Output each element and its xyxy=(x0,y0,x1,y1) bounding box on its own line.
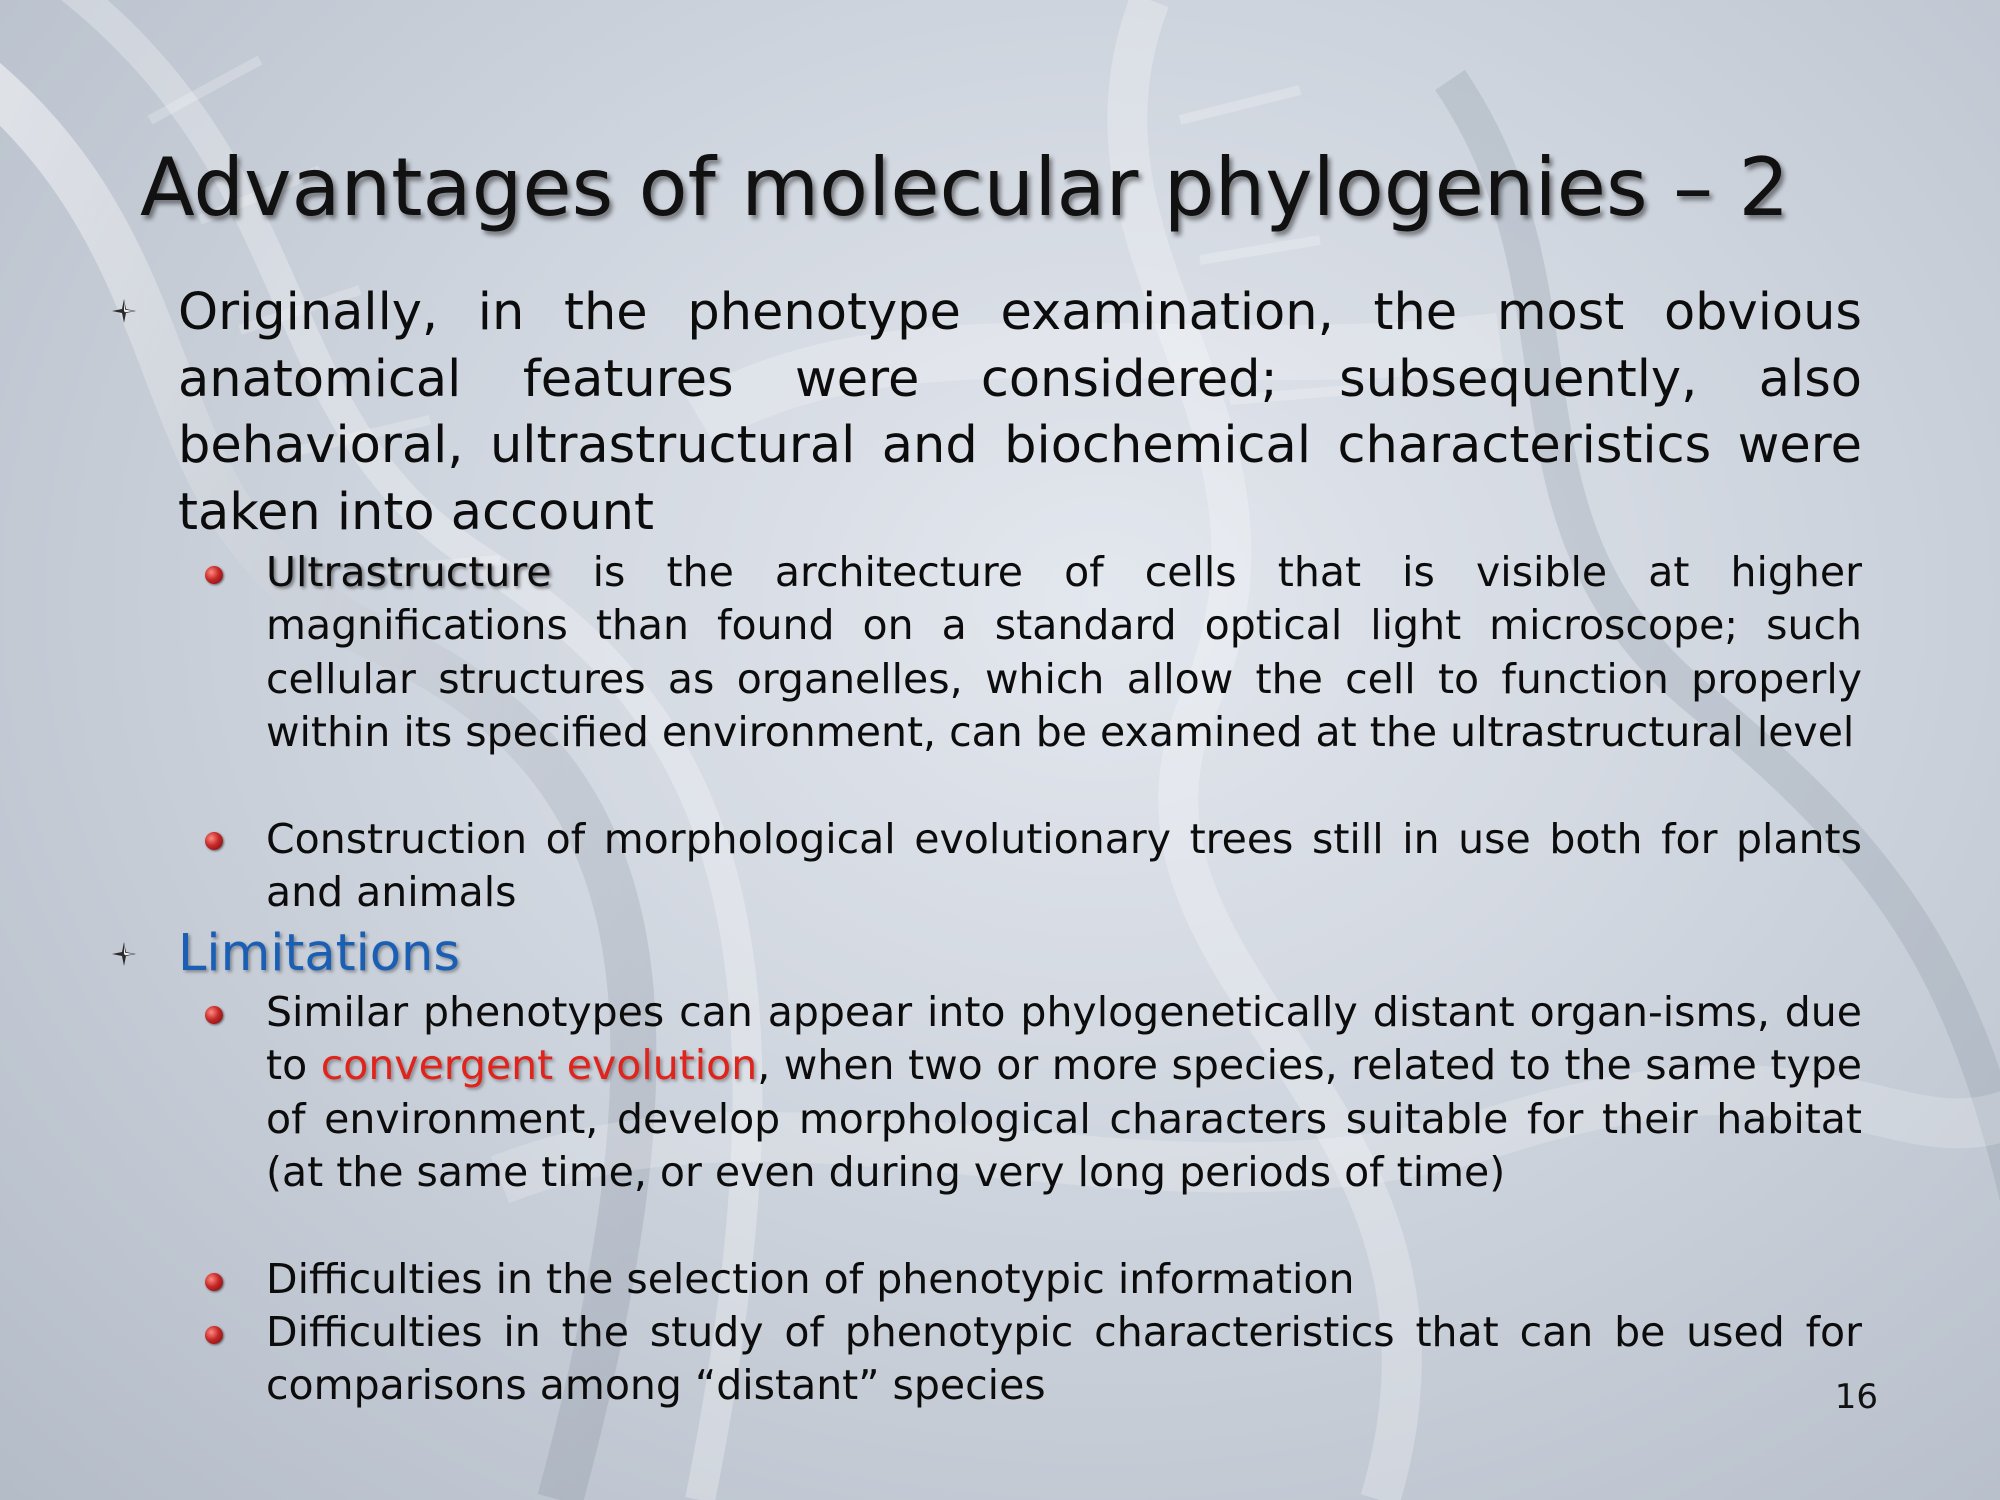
sub-bullet-difficulties-selection: Difficulties in the selection of phenotypic information xyxy=(266,1255,1355,1303)
plus-star-icon xyxy=(110,940,138,968)
red-dot-icon xyxy=(205,1006,223,1024)
red-dot-icon xyxy=(205,832,223,850)
title-number: 2 xyxy=(1738,141,1790,234)
slide-title-text: Advantages of molecular phylogenies xyxy=(140,141,1648,234)
page-number: 16 xyxy=(1834,1377,1878,1417)
slide-title xyxy=(140,138,1900,238)
sub-bullet-ultrastructure xyxy=(266,546,1862,760)
red-dot-icon xyxy=(205,566,223,584)
sub-bullet-difficulties-study: Difficulties in the study of phenotypic characteristics that can be used for comparisons among “distant” species xyxy=(266,1308,1862,1410)
bullet-originally: Originally, in the phenotype examination, the most obvious anatomical features were considered; subsequently, also behavioral, ultrastructural and biochemical characteristics were taken into account xyxy=(178,283,1862,542)
convergent-evolution-highlight: convergent evolution xyxy=(320,1041,758,1090)
ultrastructure-definition: is the architecture of cells that is visible at higher magnifications than found on a standard optical light microscope; such cellular structures as organelles, which allow the cell to function properly within its specified environment, can be examined at the ultrastructural level xyxy=(266,548,1862,757)
sub-bullet-construction: Construction of morphological evolutionary trees still in use both for plants and animals xyxy=(266,815,1862,917)
similar-phenotypes-text-after: , when two or more species, related to the same type of environment, develop morphological characters suitable for their habitat (at the same time, or even during very long periods of time) xyxy=(266,1041,1862,1197)
term-ultrastructure: Ultrastructure xyxy=(266,548,552,596)
title-dash: – xyxy=(1673,141,1714,234)
sub-bullet-similar-phenotypes xyxy=(266,986,1862,1200)
plus-star-icon xyxy=(110,297,138,325)
red-dot-icon xyxy=(205,1326,223,1344)
similar-phenotypes-text-before: Similar phenotypes can appear into phylogenetically distant organ-isms, due to xyxy=(266,988,1862,1090)
red-dot-icon xyxy=(205,1273,223,1291)
bullet-limitations: Limitations xyxy=(178,924,460,983)
